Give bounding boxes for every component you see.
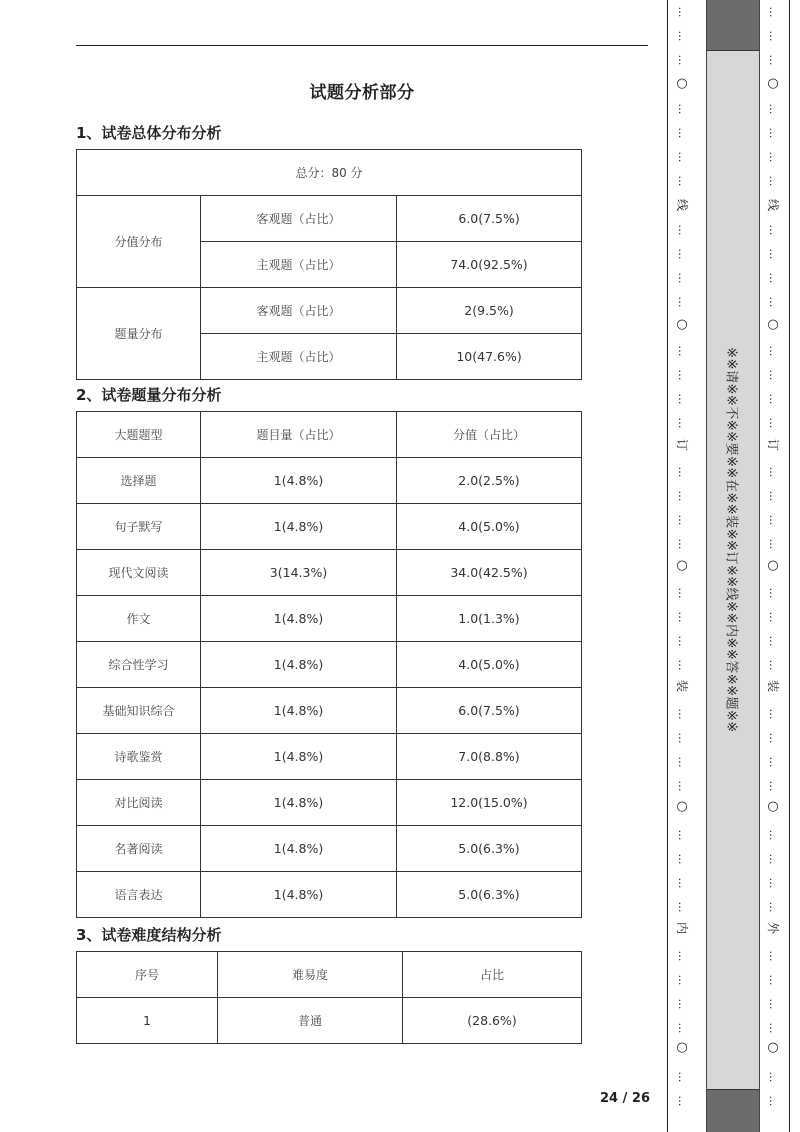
- difficulty-structure-table: [76, 951, 582, 1044]
- binding-dots: …: [676, 780, 689, 792]
- binding-dots: …: [767, 998, 780, 1010]
- score-cell: 5.0(6.3%): [397, 872, 582, 918]
- question-type-cell: 句子默写: [77, 504, 201, 550]
- table-header-row: [77, 412, 582, 458]
- binding-dots: …: [676, 369, 689, 381]
- question-type-cell: 现代文阅读: [77, 550, 201, 596]
- top-rule: [76, 45, 648, 46]
- binding-dots: …: [767, 829, 780, 841]
- binding-circle-icon: ○: [767, 1040, 779, 1055]
- count-cell: 1(4.8%): [201, 504, 397, 550]
- binding-dots: …: [767, 877, 780, 889]
- binding-dots: …: [676, 708, 689, 720]
- section-2-title: 2、试卷题量分布分析: [76, 386, 222, 404]
- count-cell: 1(4.8%): [201, 872, 397, 918]
- page-number: 24 / 26: [600, 1091, 650, 1106]
- count-cell: 3(14.3%): [201, 550, 397, 596]
- column-header: 分值（占比）: [397, 412, 582, 458]
- binding-circle-icon: ○: [676, 799, 688, 814]
- binding-dots: …: [767, 127, 780, 139]
- binding-dots: …: [676, 732, 689, 744]
- table-row: [77, 196, 582, 242]
- difficulty-cell: 普通: [218, 998, 403, 1044]
- binding-dots: …: [767, 490, 780, 502]
- binding-dots: …: [767, 30, 780, 42]
- binding-dots-left: [668, 0, 696, 1132]
- binding-dots: …: [676, 950, 689, 962]
- binding-dots: …: [676, 611, 689, 623]
- count-cell: 1(4.8%): [201, 596, 397, 642]
- binding-dots: …: [676, 393, 689, 405]
- binding-dots: …: [676, 151, 689, 163]
- binding-dots: …: [767, 974, 780, 986]
- binding-dots: …: [676, 103, 689, 115]
- count-cell: 1(4.8%): [201, 642, 397, 688]
- binding-dots: …: [767, 248, 780, 260]
- binding-label: 线: [675, 198, 689, 211]
- binding-dots: …: [676, 829, 689, 841]
- table-row: [77, 458, 582, 504]
- question-type-cell: 诗歌鉴赏: [77, 734, 201, 780]
- binding-dots: …: [676, 224, 689, 236]
- count-cell: 1(4.8%): [201, 780, 397, 826]
- binding-dots: …: [767, 659, 780, 671]
- type-cell: 主观题（占比）: [201, 242, 397, 288]
- count-cell: 1(4.8%): [201, 734, 397, 780]
- binding-dots: …: [767, 1022, 780, 1034]
- binding-dots: …: [676, 54, 689, 66]
- binding-dots: …: [676, 175, 689, 187]
- binding-dots-right: [759, 0, 787, 1132]
- binding-label: 外: [766, 921, 780, 934]
- page-title: 试题分析部分: [309, 83, 415, 103]
- table-row: [77, 780, 582, 826]
- binding-dots: …: [676, 6, 689, 18]
- binding-dots: …: [767, 272, 780, 284]
- binding-dots: …: [767, 538, 780, 550]
- count-cell: 1(4.8%): [201, 688, 397, 734]
- binding-dots: …: [676, 248, 689, 260]
- binding-dots: …: [767, 611, 780, 623]
- value-cell: 2(9.5%): [397, 288, 582, 334]
- binding-dots: …: [676, 417, 689, 429]
- binding-dots: …: [676, 272, 689, 284]
- table-row: [77, 150, 582, 196]
- table-row: [77, 826, 582, 872]
- value-cell: 10(47.6%): [397, 334, 582, 380]
- section-3-title: 3、试卷难度结构分析: [76, 926, 222, 944]
- binding-circle-icon: ○: [676, 1040, 688, 1055]
- ratio-cell: (28.6%): [403, 998, 582, 1044]
- binding-dots: …: [767, 296, 780, 308]
- binding-dots: …: [676, 659, 689, 671]
- binding-dots: …: [676, 587, 689, 599]
- column-header: 占比: [403, 952, 582, 998]
- binding-dots: …: [767, 1095, 780, 1107]
- table-row: [77, 734, 582, 780]
- group-cell: 分值分布: [77, 196, 201, 288]
- table-row: [77, 504, 582, 550]
- binding-label: 订: [766, 438, 780, 451]
- score-cell: 4.0(5.0%): [397, 504, 582, 550]
- binding-dots: …: [767, 103, 780, 115]
- binding-circle-icon: ○: [767, 317, 779, 332]
- binding-dots: …: [676, 127, 689, 139]
- binding-dots: …: [767, 466, 780, 478]
- binding-dots: …: [767, 151, 780, 163]
- score-cell: 12.0(15.0%): [397, 780, 582, 826]
- binding-dots: …: [767, 224, 780, 236]
- binding-dots: …: [767, 950, 780, 962]
- binding-dots: …: [676, 1071, 689, 1083]
- table-header-row: [77, 952, 582, 998]
- count-cell: 1(4.8%): [201, 826, 397, 872]
- binding-dots: …: [676, 538, 689, 550]
- binding-label: 订: [675, 438, 689, 451]
- binding-circle-icon: ○: [767, 76, 779, 91]
- binding-circle-icon: ○: [676, 76, 688, 91]
- table-row: [77, 596, 582, 642]
- binding-dots: …: [676, 998, 689, 1010]
- column-header: 题目量（占比）: [201, 412, 397, 458]
- binding-dots: …: [676, 30, 689, 42]
- score-cell: 7.0(8.8%): [397, 734, 582, 780]
- binding-dots: …: [676, 345, 689, 357]
- binding-label: 线: [766, 198, 780, 211]
- binding-dots: …: [767, 780, 780, 792]
- table-row: [77, 872, 582, 918]
- binding-strip: [706, 0, 760, 1132]
- total-score-cell: 总分：80 分: [77, 150, 582, 196]
- question-type-cell: 名著阅读: [77, 826, 201, 872]
- table-row: [77, 688, 582, 734]
- binding-dots: …: [767, 708, 780, 720]
- binding-dots: …: [767, 417, 780, 429]
- question-type-cell: 作文: [77, 596, 201, 642]
- index-cell: 1: [77, 998, 218, 1044]
- binding-strip-text: ※※请※※不※※要※※在※※装※※订※※线※※内※※答※※题※※: [723, 347, 739, 733]
- binding-dots: …: [767, 1071, 780, 1083]
- question-type-cell: 基础知识综合: [77, 688, 201, 734]
- column-header: 难易度: [218, 952, 403, 998]
- binding-dots: …: [767, 345, 780, 357]
- score-cell: 1.0(1.3%): [397, 596, 582, 642]
- binding-strip-cap-bottom: [707, 1089, 759, 1132]
- binding-dots: …: [767, 6, 780, 18]
- binding-circle-icon: ○: [676, 558, 688, 573]
- question-distribution-table: [76, 411, 582, 918]
- binding-dots: …: [767, 175, 780, 187]
- binding-dots: …: [676, 756, 689, 768]
- binding-dots: …: [676, 514, 689, 526]
- binding-dots: …: [767, 756, 780, 768]
- question-type-cell: 语言表达: [77, 872, 201, 918]
- value-cell: 74.0(92.5%): [397, 242, 582, 288]
- binding-dots: …: [676, 635, 689, 647]
- value-cell: 6.0(7.5%): [397, 196, 582, 242]
- binding-dots: …: [767, 514, 780, 526]
- section-1-title: 1、试卷总体分布分析: [76, 124, 222, 142]
- binding-dots: …: [676, 466, 689, 478]
- binding-dots: …: [676, 853, 689, 865]
- question-type-cell: 综合性学习: [77, 642, 201, 688]
- type-cell: 客观题（占比）: [201, 288, 397, 334]
- type-cell: 客观题（占比）: [201, 196, 397, 242]
- table-row: [77, 550, 582, 596]
- binding-circle-icon: ○: [676, 317, 688, 332]
- score-cell: 34.0(42.5%): [397, 550, 582, 596]
- binding-dots: …: [767, 853, 780, 865]
- binding-dots: …: [676, 1022, 689, 1034]
- binding-dots: …: [767, 635, 780, 647]
- table-row: [77, 642, 582, 688]
- binding-circle-icon: ○: [767, 558, 779, 573]
- binding-label: 内: [675, 921, 689, 934]
- binding-dots: …: [676, 296, 689, 308]
- binding-dots: …: [676, 1095, 689, 1107]
- column-header: 序号: [77, 952, 218, 998]
- binding-circle-icon: ○: [767, 799, 779, 814]
- binding-dots: …: [767, 587, 780, 599]
- score-cell: 6.0(7.5%): [397, 688, 582, 734]
- type-cell: 主观题（占比）: [201, 334, 397, 380]
- binding-line-right: [789, 0, 790, 1132]
- overall-distribution-table: [76, 149, 582, 380]
- binding-label: 装: [675, 679, 689, 692]
- table-row: [77, 998, 582, 1044]
- binding-dots: …: [676, 974, 689, 986]
- table-row: [77, 288, 582, 334]
- column-header: 大题题型: [77, 412, 201, 458]
- binding-dots: …: [767, 54, 780, 66]
- score-cell: 2.0(2.5%): [397, 458, 582, 504]
- binding-dots: …: [767, 393, 780, 405]
- binding-dots: …: [676, 901, 689, 913]
- binding-strip-cap-top: [707, 0, 759, 51]
- binding-dots: …: [676, 877, 689, 889]
- score-cell: 5.0(6.3%): [397, 826, 582, 872]
- binding-dots: …: [767, 732, 780, 744]
- binding-dots: …: [676, 490, 689, 502]
- count-cell: 1(4.8%): [201, 458, 397, 504]
- score-cell: 4.0(5.0%): [397, 642, 582, 688]
- question-type-cell: 选择题: [77, 458, 201, 504]
- question-type-cell: 对比阅读: [77, 780, 201, 826]
- group-cell: 题量分布: [77, 288, 201, 380]
- binding-dots: …: [767, 369, 780, 381]
- binding-dots: …: [767, 901, 780, 913]
- binding-label: 装: [766, 679, 780, 692]
